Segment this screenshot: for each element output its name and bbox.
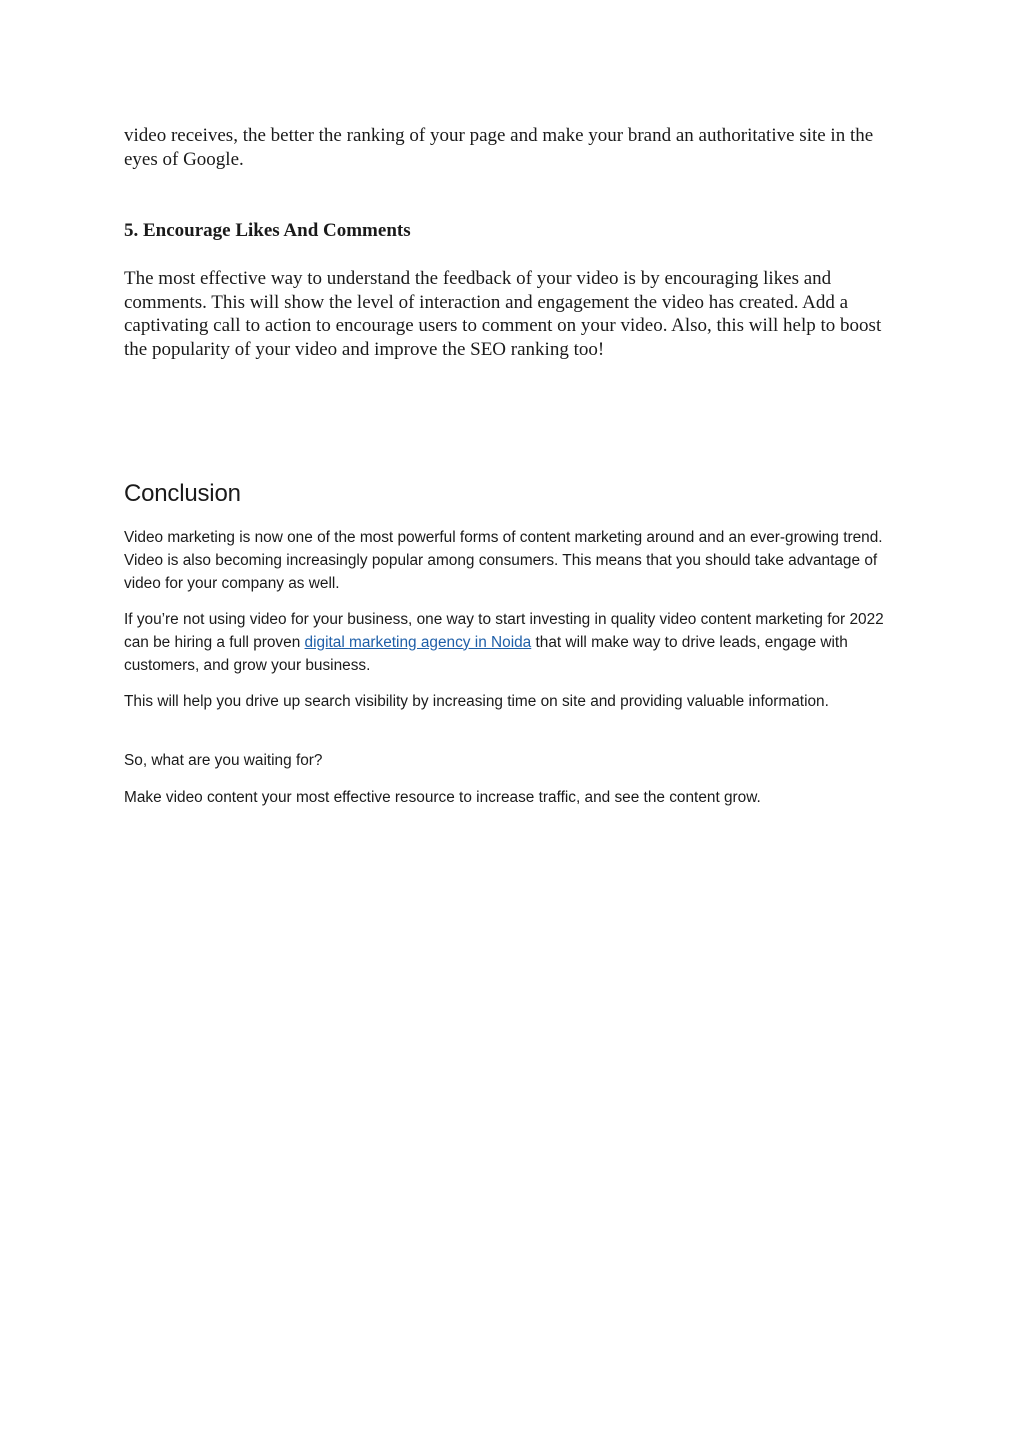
paragraph-2-text-after: that will make way to drive leads, engage with customers, and grow your business. bbox=[124, 633, 848, 674]
digital-marketing-agency-link[interactable]: digital marketing agency in Noida bbox=[304, 633, 532, 651]
conclusion-paragraph-3: This will help you drive up search visibility by increasing time on site and providing valuable information. bbox=[124, 693, 829, 710]
conclusion-heading: Conclusion bbox=[124, 480, 241, 507]
section-heading-encourage-likes: 5. Encourage Likes And Comments bbox=[124, 220, 411, 241]
conclusion-paragraph-4: So, what are you waiting for? bbox=[124, 752, 323, 769]
paragraph-2-text-before: If you’re not using video for your business, one way to start investing in quality video content marketing for 2022 can be hiring a full proven bbox=[124, 611, 884, 651]
section-body-encourage-likes: The most effective way to understand the feedback of your video is by encouraging likes and comments. This will show the level of interaction and engagement the video has created. Add a captivating call to action to encourage users to comment on your video. Also, this will help to boost the popularity of your video and improve the SEO ranking too! bbox=[124, 268, 882, 360]
conclusion-paragraph-1: Video marketing is now one of the most powerful forms of content marketing around and an ever-growing trend. Video is also becoming increasingly popular among consumers. This means that you should take advantage of video for your company as well. bbox=[124, 529, 883, 592]
intro-paragraph: video receives, the better the ranking of your page and make your brand an authoritative site in the eyes of Google. bbox=[124, 125, 874, 170]
conclusion-paragraph-2 bbox=[124, 609, 904, 677]
conclusion-paragraph-5: Make video content your most effective resource to increase traffic, and see the content grow. bbox=[124, 789, 761, 806]
